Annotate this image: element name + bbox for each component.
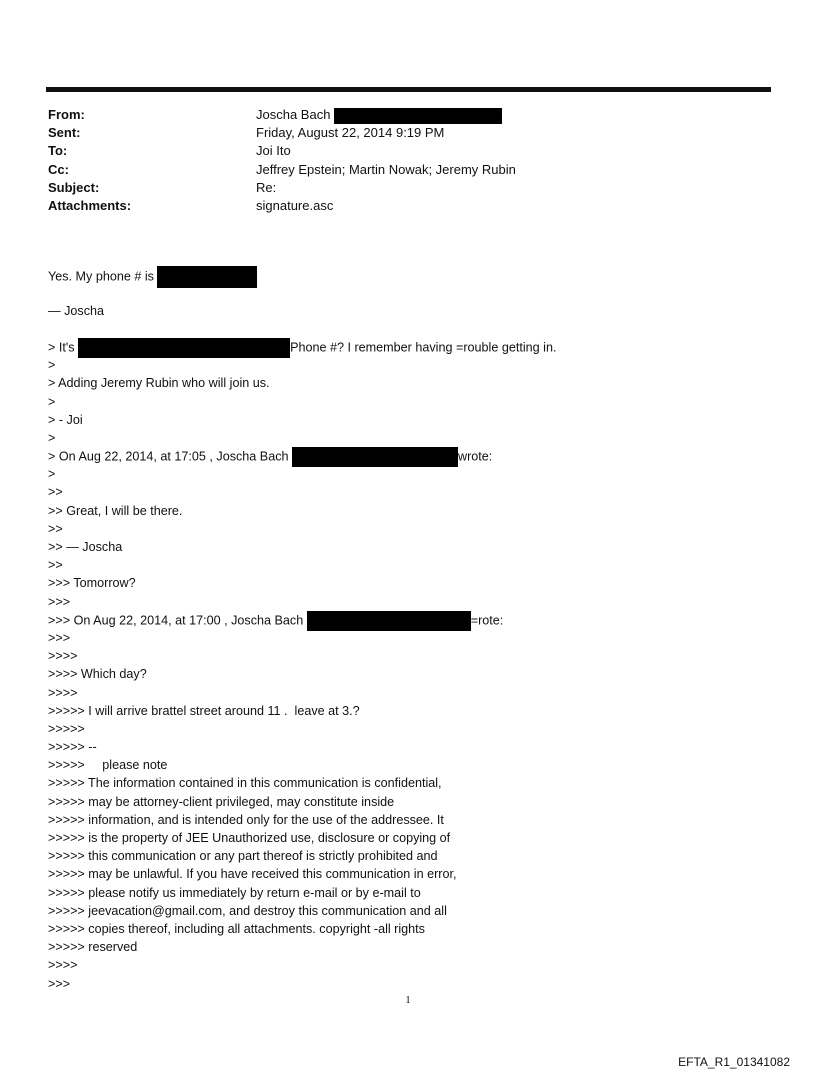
redaction-box bbox=[292, 447, 458, 467]
email-body bbox=[48, 266, 768, 993]
body-text: wrote: bbox=[458, 449, 493, 464]
body-text: Phone #? I remember having =rouble getting in. bbox=[290, 340, 557, 355]
body-line bbox=[48, 266, 768, 284]
email-header bbox=[48, 106, 748, 215]
body-line: >>> Tomorrow? bbox=[48, 576, 136, 591]
body-line: >> bbox=[48, 521, 63, 536]
from-row bbox=[48, 106, 748, 124]
subject-value: Re: bbox=[256, 179, 277, 195]
body-line: >>>>> please note bbox=[48, 758, 168, 773]
redaction-box bbox=[307, 611, 471, 631]
cc-row bbox=[48, 161, 748, 179]
body-line: >>>>> may be unlawful. If you have received this communication in error, bbox=[48, 867, 457, 882]
body-text: > It's bbox=[48, 340, 79, 355]
body-line: >>>> bbox=[48, 685, 78, 700]
attachments-label: Attachments: bbox=[48, 197, 132, 213]
body-line: >> Great, I will be there. bbox=[48, 503, 183, 518]
body-line: >>>>> reserved bbox=[48, 940, 138, 955]
cc-value: Jeffrey Epstein; Martin Nowak; Jeremy Rubin bbox=[256, 161, 516, 177]
body-line: — Joscha bbox=[48, 303, 104, 318]
body-line: >>>> Which day? bbox=[48, 667, 147, 682]
body-line: >>>> bbox=[48, 649, 78, 664]
from-name: Joscha Bach bbox=[256, 107, 331, 122]
sent-value: Friday, August 22, 2014 9:19 PM bbox=[256, 125, 445, 141]
redaction-box bbox=[334, 108, 502, 124]
body-line: >> bbox=[48, 558, 63, 573]
body-line: >>>>> is the property of JEE Unauthorized use, disclosure or copying of bbox=[48, 831, 451, 846]
cc-label: Cc: bbox=[48, 161, 69, 177]
body-line: >>>> bbox=[48, 958, 78, 973]
to-row bbox=[48, 142, 748, 160]
subject-row bbox=[48, 179, 748, 197]
body-line: >>>>> copies thereof, including all attachments. copyright -all rights bbox=[48, 921, 425, 936]
to-label: To: bbox=[48, 143, 68, 159]
body-line: > bbox=[48, 430, 56, 445]
body-line: > bbox=[48, 394, 56, 409]
page-number: 1 bbox=[405, 994, 411, 1006]
redaction-box bbox=[78, 338, 290, 358]
body-line bbox=[48, 447, 768, 465]
body-line: > Adding Jeremy Rubin who will join us. bbox=[48, 376, 270, 391]
body-line: >>>>> The information contained in this communication is confidential, bbox=[48, 776, 442, 791]
document-id: EFTA_R1_01341082 bbox=[678, 1055, 790, 1069]
body-line: >>>>> may be attorney-client privileged, may constitute inside bbox=[48, 794, 395, 809]
body-line: >>>>> -- bbox=[48, 740, 97, 755]
body-text: > On Aug 22, 2014, at 17:05 , Joscha Bach bbox=[48, 449, 293, 464]
sent-label: Sent: bbox=[48, 125, 81, 141]
body-line: > bbox=[48, 358, 56, 373]
subject-label: Subject: bbox=[48, 179, 100, 195]
body-line bbox=[48, 338, 768, 356]
body-line: >> — Joscha bbox=[48, 540, 123, 555]
body-line: >>> bbox=[48, 630, 71, 645]
header-rule bbox=[46, 87, 771, 92]
body-text: =rote: bbox=[470, 613, 504, 628]
from-label: From: bbox=[48, 107, 85, 122]
redaction-box bbox=[157, 266, 257, 288]
attachments-row bbox=[48, 197, 748, 215]
body-line: >>>>> I will arrive brattel street around 11 . leave at 3.? bbox=[48, 703, 360, 718]
body-line bbox=[48, 611, 768, 629]
body-text: Yes. My phone # is bbox=[48, 269, 158, 284]
body-line: >>>>> jeevacation@gmail.com, and destroy this communication and all bbox=[48, 903, 447, 918]
body-line: >>> bbox=[48, 594, 71, 609]
to-value: Joi Ito bbox=[256, 143, 291, 159]
body-line: >>> bbox=[48, 976, 71, 991]
body-text: >>> On Aug 22, 2014, at 17:00 , Joscha Bach bbox=[48, 613, 307, 628]
body-line: > bbox=[48, 467, 56, 482]
body-line: >>>>> information, and is intended only for the use of the addressee. It bbox=[48, 812, 444, 827]
body-line: >>>>> this communication or any part thereof is strictly prohibited and bbox=[48, 849, 438, 864]
sent-row bbox=[48, 124, 748, 142]
from-value bbox=[256, 106, 502, 124]
body-line: > - Joi bbox=[48, 412, 83, 427]
body-line: >> bbox=[48, 485, 63, 500]
attachment-link[interactable]: signature.asc bbox=[256, 197, 334, 213]
body-line: >>>>> please notify us immediately by return e-mail or by e-mail to bbox=[48, 885, 421, 900]
body-line: >>>>> bbox=[48, 721, 85, 736]
